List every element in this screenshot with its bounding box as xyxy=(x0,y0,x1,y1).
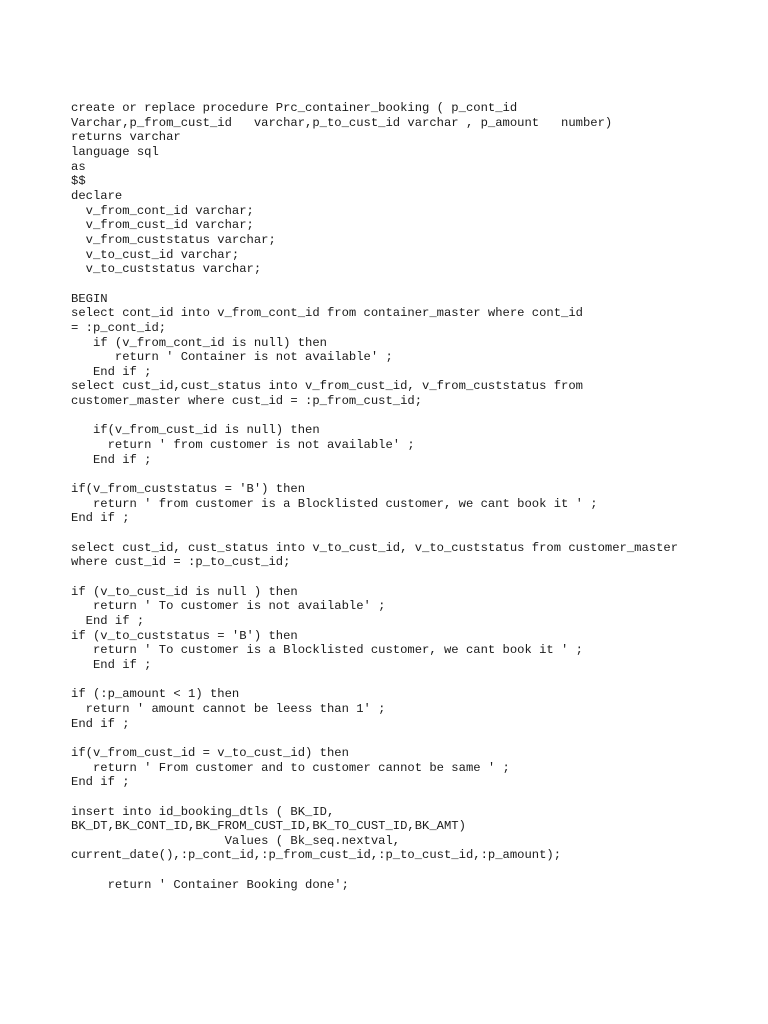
code-line: if (v_from_cont_id is null) then xyxy=(71,335,327,350)
code-line xyxy=(71,526,678,541)
code-line: $$ xyxy=(71,174,86,189)
code-line: = :p_cont_id; xyxy=(71,320,167,335)
code-line: v_from_cont_id varchar; xyxy=(71,203,254,218)
code-line: create or replace procedure Prc_container_booking ( p_cont_id xyxy=(71,101,518,115)
code-line xyxy=(71,467,678,482)
code-line: v_from_custstatus varchar; xyxy=(71,232,276,247)
code-line: declare xyxy=(71,188,123,203)
code-line xyxy=(71,731,678,746)
code-line: customer_master where cust_id = :p_from_cust_id; xyxy=(71,394,423,409)
code-line: return ' To customer is a Blocklisted customer, we cant book it ' ; xyxy=(71,643,583,658)
code-line xyxy=(71,673,678,688)
code-line: End if ; xyxy=(71,716,130,731)
code-line: if (v_to_cust_id is null ) then xyxy=(71,584,298,599)
code-line xyxy=(71,790,678,805)
code-line: where cust_id = :p_to_cust_id; xyxy=(71,555,291,570)
code-line: select cust_id, cust_status into v_to_cust_id, v_to_custstatus from customer_master xyxy=(71,540,679,555)
code-listing xyxy=(71,101,678,892)
code-line: if (v_to_custstatus = 'B') then xyxy=(71,628,298,643)
code-line: BK_DT,BK_CONT_ID,BK_FROM_CUST_ID,BK_TO_CUST_ID,BK_AMT) xyxy=(71,819,466,834)
code-line: return ' From customer and to customer cannot be same ' ; xyxy=(71,760,510,775)
code-line: v_from_cust_id varchar; xyxy=(71,218,254,233)
code-line: current_date(),:p_cont_id,:p_from_cust_id,:p_to_cust_id,:p_amount); xyxy=(71,848,562,863)
code-line: return ' from customer is a Blocklisted customer, we cant book it ' ; xyxy=(71,496,598,511)
code-line xyxy=(71,277,678,292)
code-line: if(v_from_cust_id = v_to_cust_id) then xyxy=(71,745,349,760)
code-line: return ' from customer is not available' ; xyxy=(71,438,415,453)
code-line: select cust_id,cust_status into v_from_cust_id, v_from_custstatus from xyxy=(71,379,583,394)
code-line: insert into id_booking_dtls ( BK_ID, xyxy=(71,804,335,819)
code-line: if (:p_amount < 1) then xyxy=(71,687,240,702)
code-line: as xyxy=(71,159,86,174)
code-line: if(v_from_custstatus = 'B') then xyxy=(71,482,306,497)
code-line: return ' Container Booking done'; xyxy=(71,877,349,892)
code-line: End if ; xyxy=(71,364,152,379)
code-line: return ' amount cannot be leess than 1' ; xyxy=(71,701,386,716)
code-line: return ' Container is not available' ; xyxy=(71,350,393,365)
code-line xyxy=(71,570,678,585)
code-line xyxy=(71,863,678,878)
code-line: End if ; xyxy=(71,511,130,526)
code-line: if(v_from_cust_id is null) then xyxy=(71,423,320,438)
code-line: v_to_cust_id varchar; xyxy=(71,247,240,262)
code-line: End if ; xyxy=(71,775,130,790)
code-line: End if ; xyxy=(71,452,152,467)
code-line: return ' To customer is not available' ; xyxy=(71,599,386,614)
code-line: select cont_id into v_from_cont_id from container_master where cont_id xyxy=(71,306,583,321)
code-line: returns varchar xyxy=(71,130,181,145)
code-line: language sql xyxy=(71,144,159,159)
code-line: End if ; xyxy=(71,613,145,628)
code-line: End if ; xyxy=(71,657,152,672)
code-line: BEGIN xyxy=(71,291,108,306)
code-line: Varchar,p_from_cust_id varchar,p_to_cust_id varchar , p_amount number) xyxy=(71,115,613,130)
code-line xyxy=(71,409,678,424)
code-line: Values ( Bk_seq.nextval, xyxy=(71,833,401,848)
code-line: v_to_custstatus varchar; xyxy=(71,262,262,277)
